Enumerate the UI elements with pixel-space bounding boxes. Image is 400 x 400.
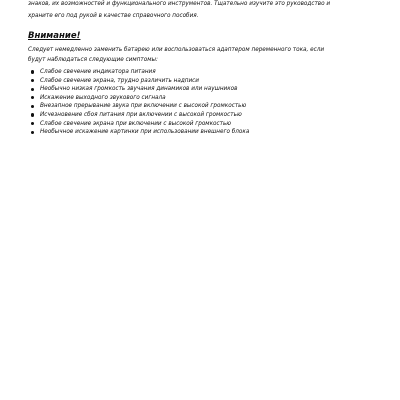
list-item-text: Искажение выходного звукового сигнала (40, 94, 166, 101)
bullet-icon (31, 79, 34, 82)
warning-paragraph-line-2: будут наблюдаться следующие симптомы: (28, 56, 158, 63)
bullet-icon (31, 70, 34, 73)
bullet-icon (31, 96, 34, 99)
bullet-icon (31, 88, 34, 91)
symptom-list (28, 68, 249, 137)
warning-paragraph-line-1: Следует немедленно заменить батарею или воспользоваться адаптером переменного тока, если (28, 47, 325, 53)
intro-line-1: знаков, их возможностей и функционального инструментов. Тщательно изучите это руководство и (28, 1, 331, 7)
list-item (28, 111, 249, 120)
list-item (28, 85, 249, 94)
warning-paragraph (28, 46, 384, 65)
list-item-text: Слабое свечение экрана, трудно различить надписи (40, 77, 200, 84)
list-item (28, 94, 249, 103)
list-item (28, 128, 249, 137)
intro-line-2: храните его под рукой в качестве справочного пособия. (28, 12, 199, 19)
list-item-text: Необычное искажение картинки при использовании внешнего блока (40, 129, 250, 136)
list-item (28, 120, 249, 129)
list-item-text: Исчезновение сбоя питания при включении с высокой громкостью (40, 111, 242, 118)
bullet-icon (31, 105, 34, 108)
bullet-icon (31, 131, 34, 134)
bullet-icon (31, 122, 34, 125)
list-item (28, 68, 249, 77)
list-item-text: Необычно низкая громкость звучания динамиков или наушников (40, 86, 238, 93)
list-item (28, 102, 249, 111)
list-item (28, 77, 249, 86)
warning-heading: Внимание! (28, 31, 81, 41)
bullet-icon (31, 113, 34, 116)
list-item-text: Слабое свечение экрана при включении с высокой громкостью (40, 120, 232, 127)
list-item-text: Слабое свечение индикатора питания (40, 69, 156, 75)
intro-paragraph (28, 0, 382, 22)
list-item-text: Внезапное прерывание звука при включении с высокой громкостью (40, 103, 247, 110)
